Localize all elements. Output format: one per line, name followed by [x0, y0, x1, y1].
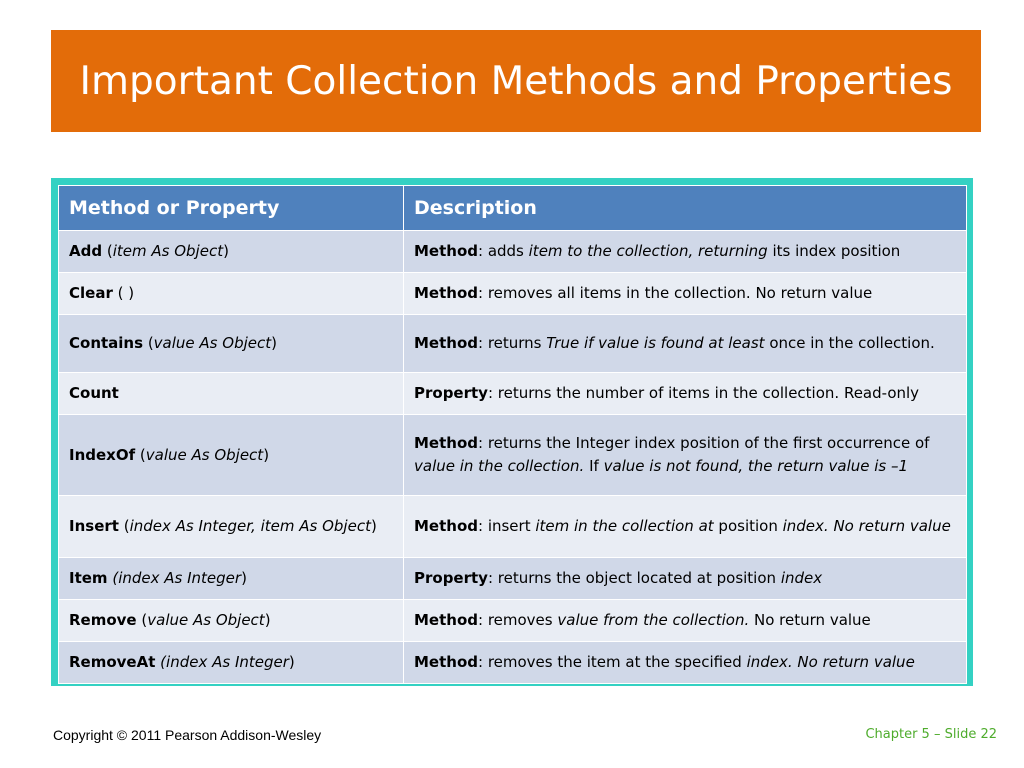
method-name-cell [59, 273, 404, 315]
slide-title: Important Collection Methods and Properties [79, 58, 953, 104]
table-row [59, 373, 967, 415]
method-name: Count [69, 384, 119, 402]
table-row [59, 496, 967, 558]
description-text: No return value [749, 611, 871, 629]
member-kind: Method [414, 284, 478, 302]
method-name-cell [59, 558, 404, 600]
description-text: position [713, 517, 783, 535]
copyright-notice: Copyright © 2011 Pearson Addison-Wesley [53, 727, 322, 743]
description-text: : removes all items in the collection. No return value [478, 284, 873, 302]
table-row [59, 231, 967, 273]
description-text: : returns the object located at position [487, 569, 781, 587]
description-text: once in the collection. [764, 334, 935, 352]
method-args: (index As Integer [112, 569, 242, 587]
args-open: ( [102, 242, 113, 260]
description-text: : removes [478, 611, 558, 629]
description-text: If [584, 457, 604, 475]
description-cell [404, 231, 967, 273]
member-kind: Method [414, 334, 478, 352]
method-args: index As Integer, item As Object [129, 517, 371, 535]
method-name-cell [59, 373, 404, 415]
args-close: ) [370, 517, 377, 535]
table-row [59, 273, 967, 315]
description-cell [404, 273, 967, 315]
method-args: value As Object [145, 445, 264, 464]
method-args: (index As Integer [160, 653, 289, 671]
member-kind: Method [414, 611, 478, 629]
method-name: IndexOf [69, 445, 136, 464]
table-row [59, 642, 967, 684]
table-row [59, 315, 967, 373]
args-open: ( [136, 611, 148, 629]
member-kind: Method [414, 517, 478, 535]
description-cell [404, 600, 967, 642]
args-open: ( [135, 445, 146, 464]
method-args: value As Object [147, 611, 265, 629]
args-close: ) [263, 445, 270, 464]
method-name: Clear [69, 284, 113, 302]
method-name: Remove [69, 611, 137, 629]
description-cell [404, 315, 967, 373]
description-text: : returns [478, 334, 547, 352]
method-name: Insert [69, 517, 119, 535]
method-name: Contains [69, 334, 144, 352]
method-name-cell [59, 415, 404, 496]
description-cell [404, 373, 967, 415]
args-close: ) [123, 284, 135, 302]
method-name-cell [59, 496, 404, 558]
description-emphasis: index. No return value [746, 653, 915, 671]
args-open: ( [112, 284, 124, 302]
description-emphasis: True if value is found at least [546, 334, 765, 352]
methods-table [58, 185, 967, 684]
description-text: : insert [478, 517, 536, 535]
table-container [58, 185, 966, 679]
description-text: its index position [767, 242, 901, 260]
args-close: ) [241, 569, 247, 587]
description-emphasis: index [780, 569, 823, 587]
title-banner [51, 30, 981, 132]
member-kind: Method [414, 242, 478, 260]
description-emphasis: value in the collection. [414, 457, 585, 475]
member-kind: Property [414, 569, 488, 587]
method-name: RemoveAt [69, 653, 156, 671]
description-cell [404, 415, 967, 496]
table-row [59, 600, 967, 642]
table-row [59, 415, 967, 496]
description-emphasis: value is not found, the return value is –1 [603, 457, 909, 475]
description-emphasis: index. No return value [782, 517, 951, 535]
description-text: : adds [478, 242, 529, 260]
member-kind: Property [414, 384, 488, 402]
table-row [59, 558, 967, 600]
description-cell [404, 642, 967, 684]
description-text: : returns the Integer index position of the first occurrence of [478, 434, 930, 452]
args-close: ) [223, 242, 229, 260]
slide-number: Chapter 5 – Slide 22 [865, 727, 997, 742]
method-args: item As Object [112, 242, 224, 260]
method-name: Item [69, 569, 108, 587]
column-header-description: Description [404, 186, 967, 231]
method-name-cell [59, 642, 404, 684]
member-kind: Method [414, 434, 478, 452]
method-args: value As Object [153, 334, 272, 352]
args-open: ( [118, 517, 130, 535]
args-close: ) [264, 611, 271, 629]
args-open: ( [143, 334, 154, 352]
description-cell [404, 496, 967, 558]
method-name-cell [59, 600, 404, 642]
member-kind: Method [414, 653, 478, 671]
description-text: : removes the item at the specified [478, 653, 747, 671]
column-header-method: Method or Property [59, 186, 404, 231]
description-cell [404, 558, 967, 600]
table-header-row [59, 186, 967, 231]
method-name-cell [59, 315, 404, 373]
args-close: ) [271, 334, 277, 352]
description-emphasis: item to the collection, returning [528, 242, 768, 260]
description-emphasis: item in the collection at [535, 517, 714, 535]
args-close: ) [288, 653, 295, 671]
method-name-cell [59, 231, 404, 273]
description-text: : returns the number of items in the collection. Read-only [487, 384, 920, 402]
method-name: Add [69, 242, 103, 260]
description-emphasis: value from the collection. [557, 611, 750, 629]
table-frame [51, 178, 973, 686]
